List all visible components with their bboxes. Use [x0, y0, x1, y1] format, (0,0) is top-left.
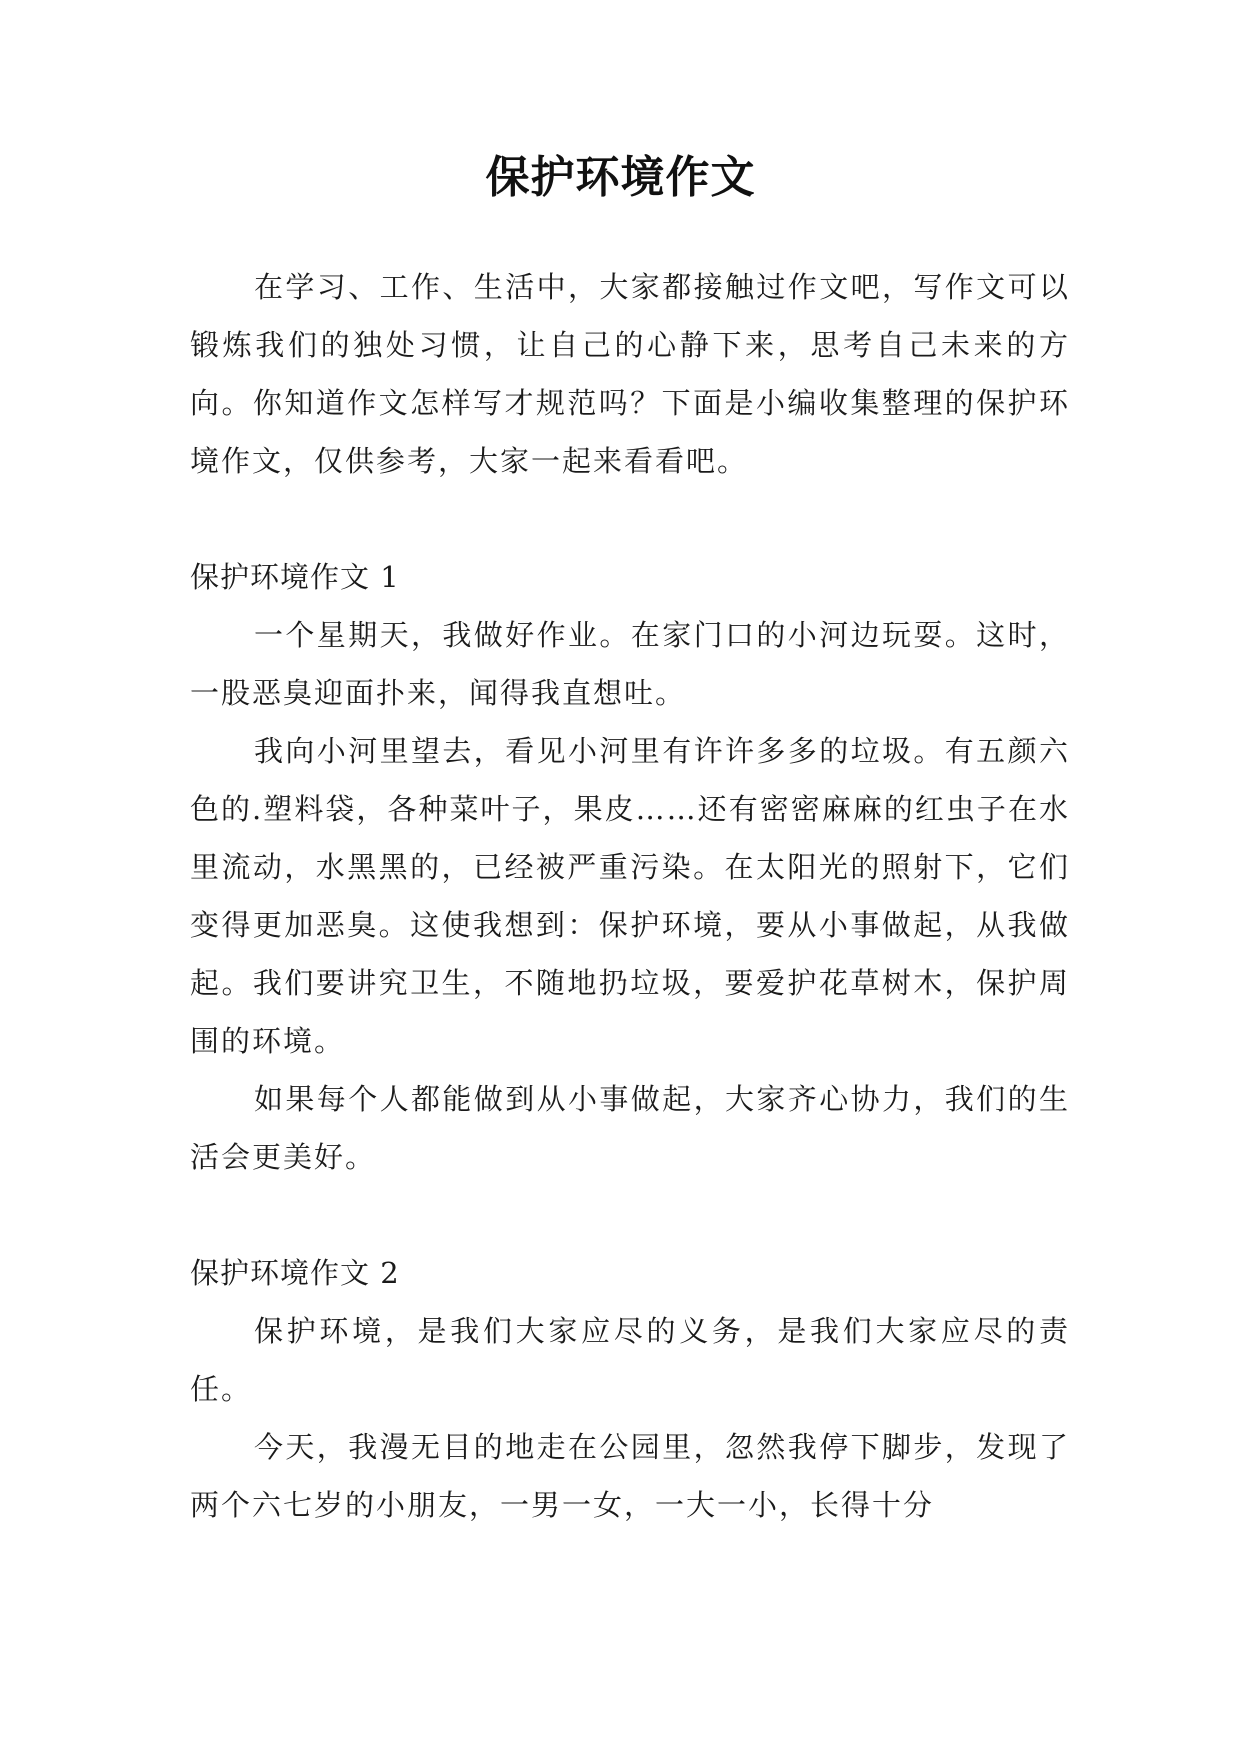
section-1: [190, 548, 1070, 1186]
body-paragraph: 一个星期天，我做好作业。在家门口的小河边玩耍。这时，一股恶臭迎面扑来，闻得我直想吐。: [190, 618, 1070, 710]
document-title: 保护环境作文: [485, 152, 756, 203]
body-paragraph: 我向小河里望去，看见小河里有许许多多的垃圾。有五颜六色的.塑料袋，各种菜叶子，果皮……还有密密麻麻的红虫子在水里流动，水黑黑的，已经被严重污染。在太阳光的照射下，它们变得更加恶臭。这使我想到：保护环境，要从小事做起，从我做起。我们要讲究卫生，不随地扔垃圾，要爱护花草树木，保护周围的环境。: [190, 734, 1070, 1058]
section-heading: 保护环境作文 2: [190, 1256, 400, 1290]
section-heading: 保护环境作文 1: [190, 560, 400, 594]
section-2: [190, 1244, 1070, 1534]
body-paragraph: 今天，我漫无目的地走在公园里，忽然我停下脚步，发现了两个六七岁的小朋友，一男一女，一大一小，长得十分: [190, 1430, 1070, 1522]
intro-paragraph: 在学习、工作、生活中，大家都接触过作文吧，写作文可以锻炼我们的独处习惯，让自己的心静下来，思考自己未来的方向。你知道作文怎样写才规范吗？下面是小编收集整理的保护环境作文，仅供参考，大家一起来看看吧。: [190, 270, 1070, 478]
document-body: [190, 258, 1070, 1534]
section-spacer: [190, 490, 1070, 548]
body-paragraph: 保护环境，是我们大家应尽的义务，是我们大家应尽的责任。: [190, 1314, 1070, 1406]
section-spacer: [190, 1186, 1070, 1244]
body-paragraph: 如果每个人都能做到从小事做起，大家齐心协力，我们的生活会更美好。: [190, 1082, 1070, 1174]
